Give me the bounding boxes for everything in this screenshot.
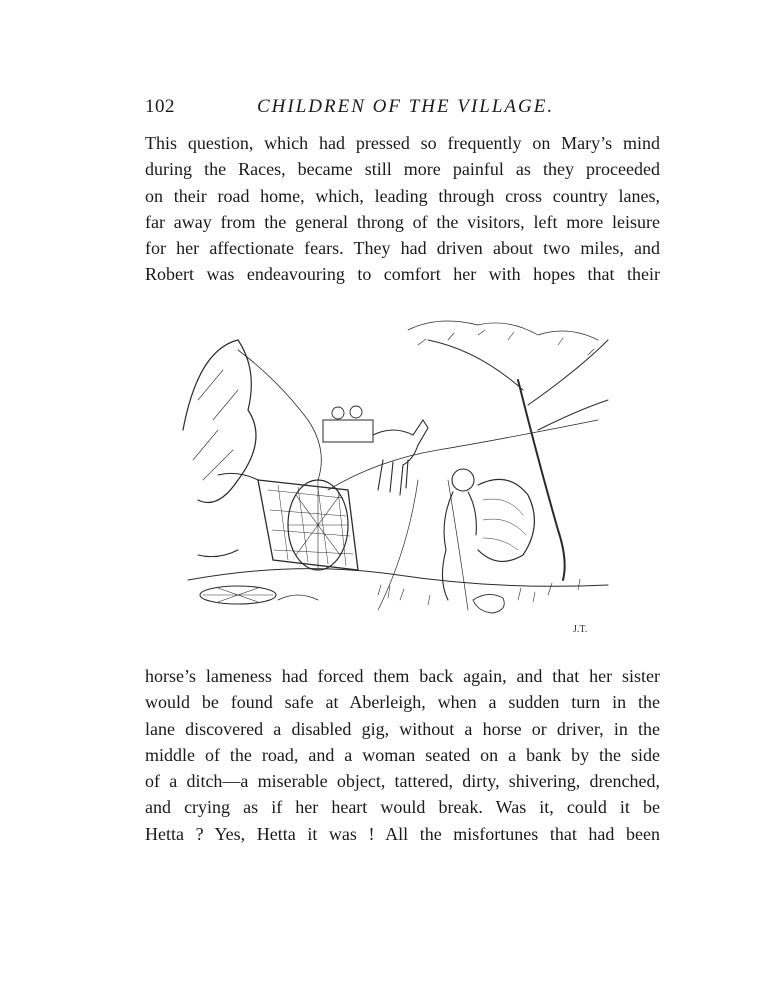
- running-header: [145, 96, 660, 122]
- paragraph-before-illustration: [145, 130, 660, 288]
- text-line: Robert was endeavouring to comfort her with hopes that their: [145, 264, 660, 285]
- text-line: lane discovered a disabled gig, without a horse or driver, in the: [145, 718, 660, 739]
- page-number: 102: [145, 96, 175, 117]
- paragraph-after-illustration: [145, 663, 660, 847]
- text-line: on their road home, which, leading through cross country lanes,: [145, 185, 660, 206]
- text-line: horse’s lameness had forced them back again, and that her sister: [145, 666, 660, 686]
- text-line: would be found safe at Aberleigh, when a sudden turn in the: [145, 692, 660, 713]
- text-line: and crying as if her heart would break. Was it, could it be: [145, 797, 660, 818]
- text-line: for her affectionate fears. They had driven about two miles, and: [145, 238, 660, 259]
- running-title: CHILDREN OF THE VILLAGE.: [257, 96, 555, 117]
- text-line: middle of the road, and a woman seated on a bank by the side: [145, 744, 660, 765]
- text-line: during the Races, became still more painful as they proceeded: [145, 159, 660, 180]
- text-line: of a ditch—a miserable object, tattered, dirty, shivering, drenched,: [145, 771, 660, 792]
- engraving-sketch: [178, 310, 618, 650]
- illustration-overturned-gig: [178, 310, 618, 650]
- artist-signature: J.T.: [573, 624, 588, 635]
- text-line: Hetta ? Yes, Hetta it was ! All the misfortunes that had been: [145, 823, 660, 844]
- text-line: This question, which had pressed so frequently on Mary’s mind: [145, 133, 660, 153]
- text-line: far away from the general throng of the visitors, left more leisure: [145, 211, 660, 232]
